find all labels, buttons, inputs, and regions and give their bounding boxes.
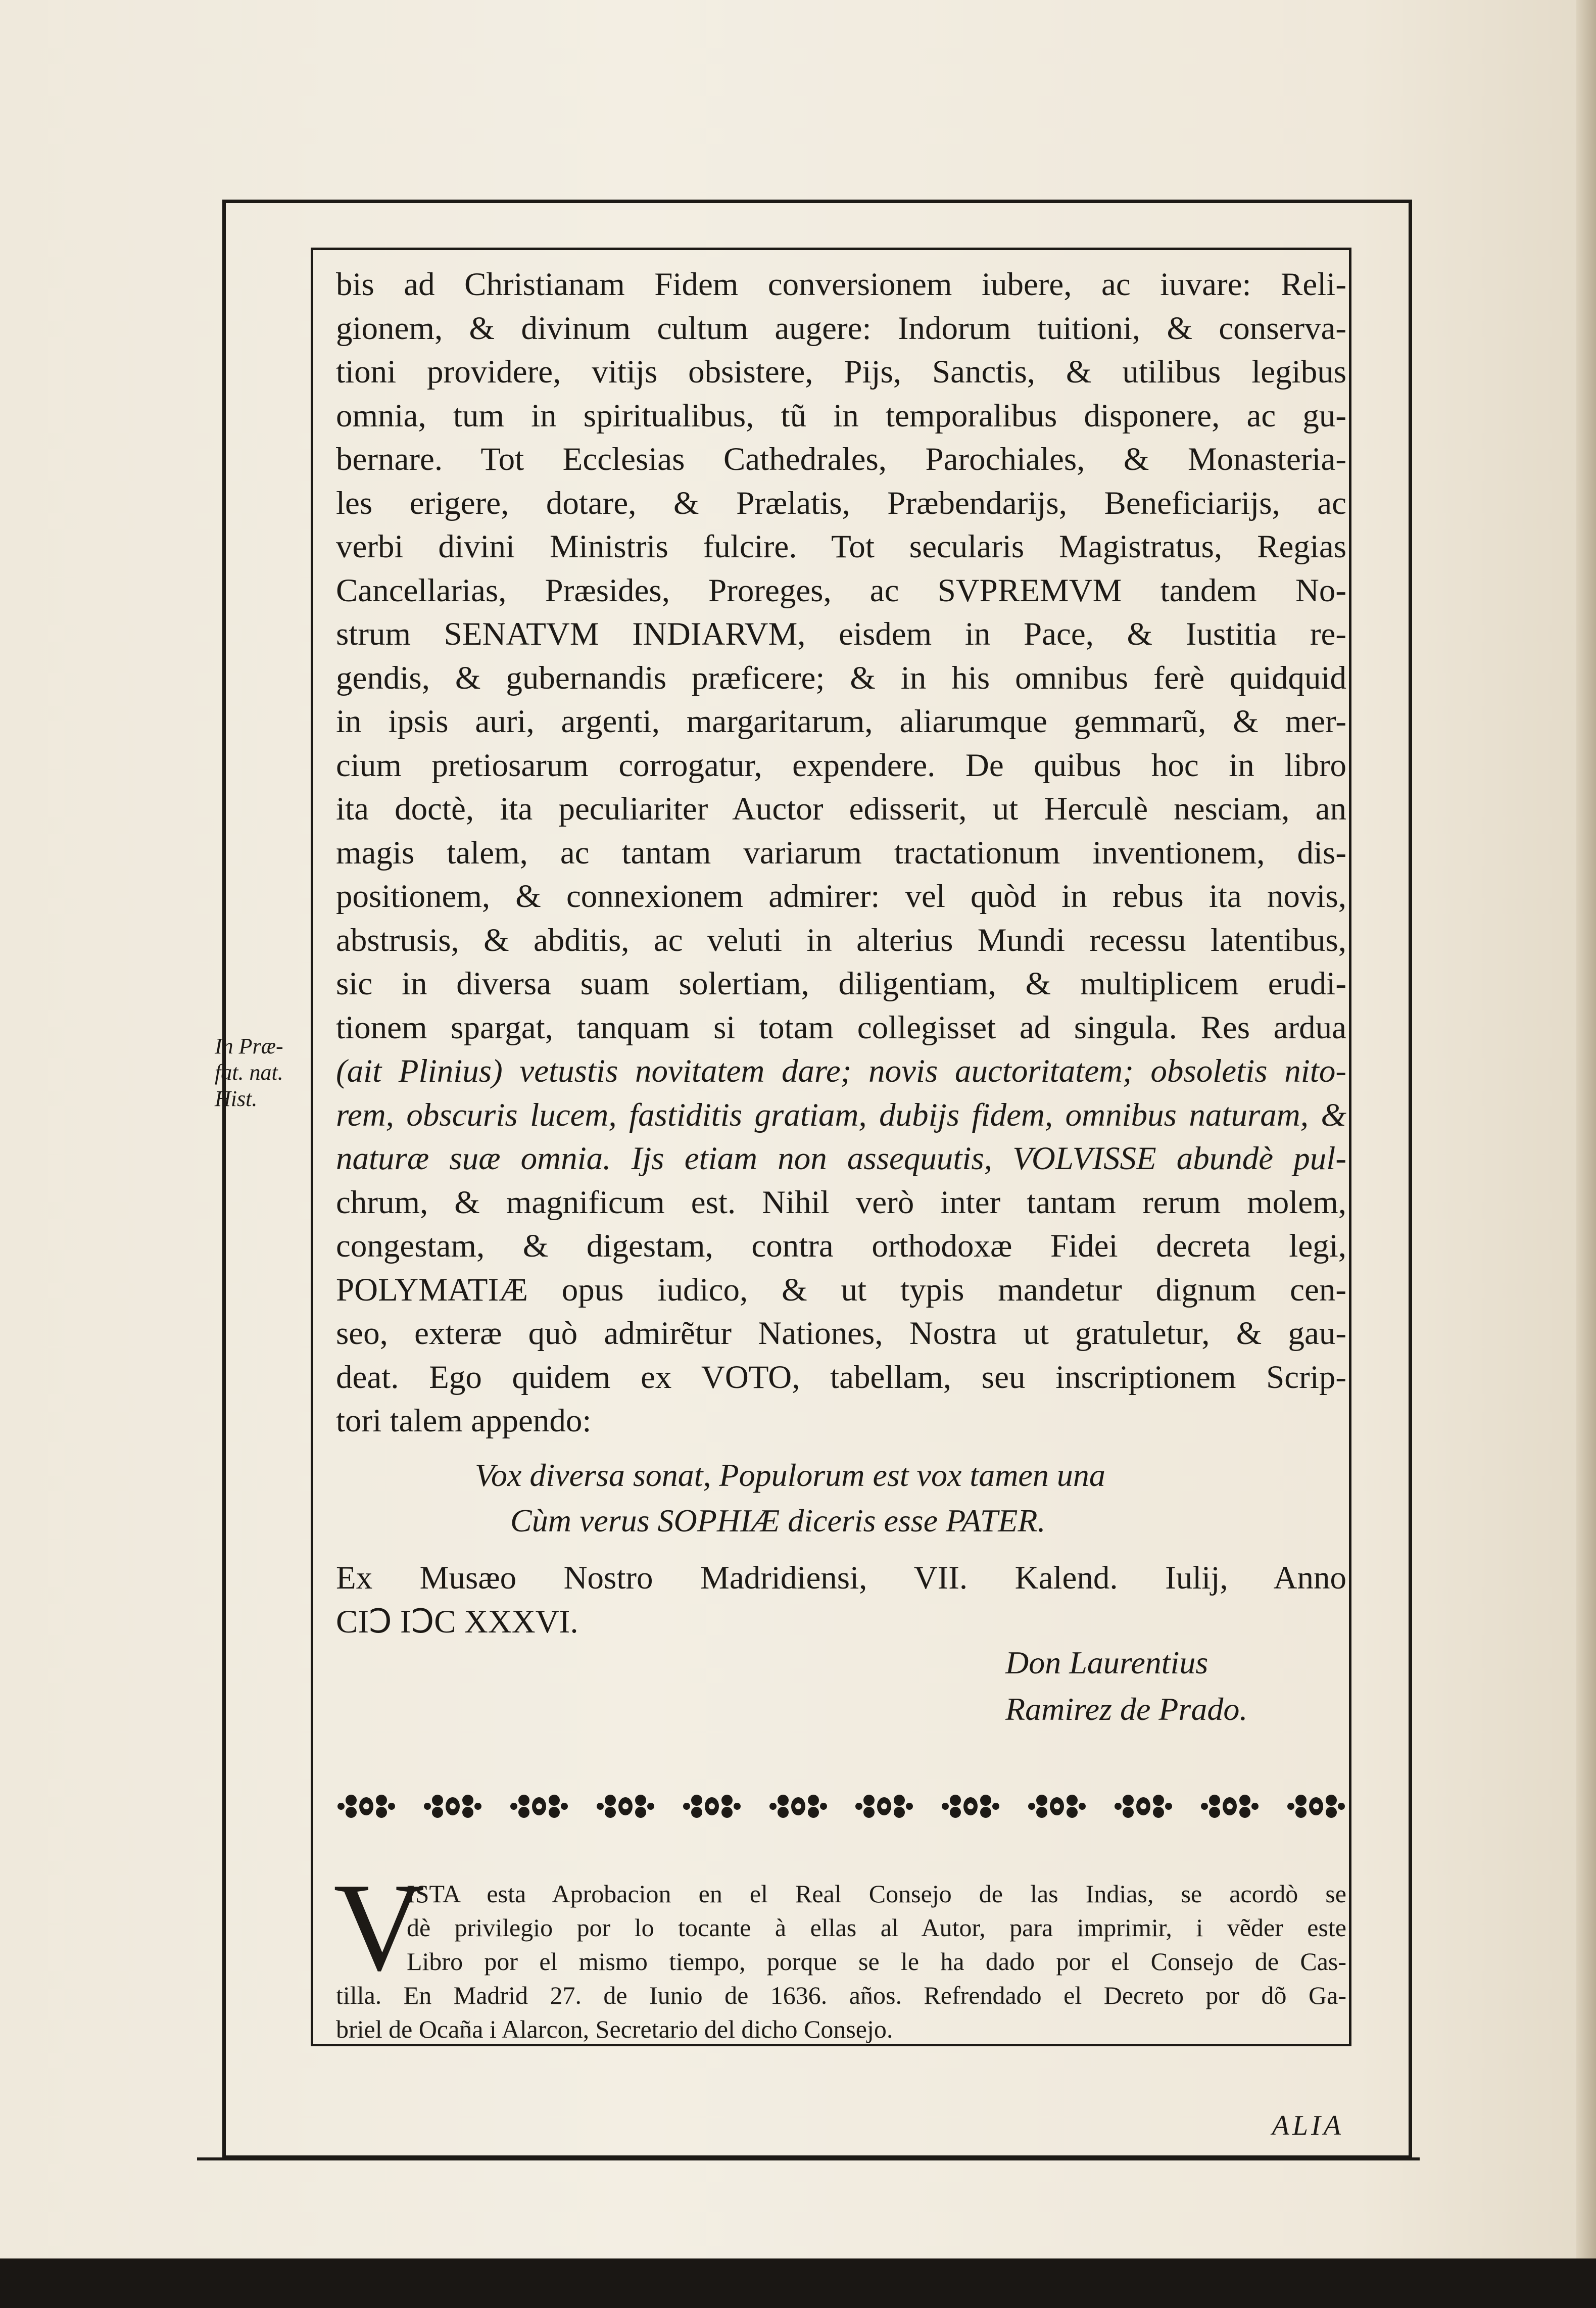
verse-line: Cùm verus SOPHIÆ diceris esse PATER. — [510, 1503, 1046, 1538]
text-line: seo, exteræ quò admirẽtur Nationes, Nostra ut gratuletur, & gau- — [336, 1315, 1346, 1352]
margin-note-line: In Præ- — [215, 1034, 283, 1059]
fleuron-ornament — [1199, 1791, 1260, 1821]
scan-background — [0, 2258, 1596, 2308]
text-line: abstrusis, & abditis, ac veluti in alterius Mundi recessu latentibus, — [336, 922, 1346, 958]
text-line: tori talem appendo: — [336, 1403, 592, 1439]
dateline-line: CIↃ IↃC XXXVI. — [336, 1603, 578, 1640]
text-line: les erigere, dotare, & Prælatis, Præbendarijs, Beneficiarijs, ac — [336, 485, 1346, 521]
decree-line: dè privilegio por lo tocante à ellas al Autor, para imprimir, i vẽder este — [407, 1913, 1346, 1942]
text-line-italic: naturæ suæ omnia. Ijs etiam non assequutis, VOLVISSE abundè pul- — [336, 1140, 1346, 1177]
text-line: magis talem, ac tantam variarum tractationum inventionem, dis- — [336, 834, 1346, 871]
text-line: bis ad Christianam Fidem conversionem iubere, ac iuvare: Reli- — [336, 266, 1346, 303]
text-line: deat. Ego quidem ex VOTO, tabellam, seu inscriptionem Scrip- — [336, 1359, 1346, 1396]
page-gutter — [1576, 0, 1596, 2258]
fleuron-ornament — [509, 1791, 569, 1821]
catchword: ALIA — [1272, 2110, 1344, 2141]
fleuron-ornament — [422, 1791, 483, 1821]
text-line: tionem spargat, tanquam si totam collegisset ad singula. Res ardua — [336, 1009, 1346, 1046]
decree-line: ISTA esta Aprobacion en el Real Consejo de las Indias, se acordò se — [407, 1880, 1346, 1908]
text-line: in ipsis auri, argenti, margaritarum, aliarumque gemmarũ, & mer- — [336, 703, 1346, 740]
verse-line: Vox diversa sonat, Populorum est vox tamen una — [475, 1457, 1105, 1493]
fleuron-ornament — [1113, 1791, 1174, 1821]
text-line: cium pretiosarum corrogatur, expendere. De quibus hoc in libro — [336, 747, 1346, 784]
text-line: verbi divini Ministris fulcire. Tot secularis Magistratus, Regias — [336, 528, 1346, 565]
text-line: ita doctè, ita peculiariter Auctor edisserit, ut Herculè nesciam, an — [336, 791, 1346, 827]
drop-cap-initial: V — [333, 1857, 425, 1997]
text-line: strum SENATVM INDIARVM, eisdem in Pace, & Iustitia re- — [336, 616, 1346, 652]
text-line: tioni providere, vitijs obsistere, Pijs, Sanctis, & utilibus legibus — [336, 354, 1346, 390]
dateline-line: Ex Musæo Nostro Madridiensi, VII. Kalend. Iulij, Anno — [336, 1560, 1346, 1596]
text-line-italic: (ait Plinius) vetustis novitatem dare; novis auctoritatem; obsoletis nito- — [336, 1053, 1346, 1089]
bottom-rule — [197, 2157, 1420, 2160]
approbation-text — [336, 263, 1346, 1443]
fleuron-ornament — [1027, 1791, 1087, 1821]
text-line: congestam, & digestam, contra orthodoxæ Fidei decreta legi, — [336, 1228, 1346, 1264]
fleuron-ornament — [595, 1791, 656, 1821]
privilege-decree — [336, 1877, 1346, 2046]
fleuron-ornament — [682, 1791, 742, 1821]
margin-note-line: Hist. — [215, 1086, 258, 1111]
signature-line: Don Laurentius — [1005, 1645, 1208, 1680]
decree-line: briel de Ocaña i Alarcon, Secretario del dicho Consejo. — [336, 2015, 893, 2043]
signature-line: Ramirez de Prado. — [1005, 1691, 1248, 1727]
text-line-italic: rem, obscuris lucem, fastiditis gratiam, dubijs fidem, omnibus naturam, & — [336, 1096, 1346, 1133]
signature — [1005, 1640, 1359, 1733]
text-line: bernare. Tot Ecclesias Cathedrales, Parochiales, & Monasteria- — [336, 441, 1346, 477]
text-line: gendis, & gubernandis præficere; & in his omnibus ferè quidquid — [336, 659, 1346, 696]
printer-ornament-row — [336, 1784, 1346, 1829]
margin-note-line: fat. nat. — [215, 1060, 283, 1085]
text-line: gionem, & divinum cultum augere: Indorum tuitioni, & conserva- — [336, 310, 1346, 347]
fleuron-ornament — [336, 1791, 397, 1821]
text-line: Cancellarias, Præsides, Proreges, ac SVPREMVM tandem No- — [336, 572, 1346, 609]
text-line: chrum, & magnificum est. Nihil verò inter tantam rerum molem, — [336, 1184, 1346, 1221]
text-line: POLYMATIÆ opus iudico, & ut typis mandetur dignum cen- — [336, 1271, 1346, 1308]
margin-note — [215, 1033, 316, 1112]
fleuron-ornament — [940, 1791, 1001, 1821]
dateline — [336, 1556, 1346, 1644]
verse-inscription — [475, 1453, 1233, 1544]
text-line: omnia, tum in spiritualibus, tũ in temporalibus disponere, ac gu- — [336, 397, 1346, 434]
fleuron-ornament — [1286, 1791, 1346, 1821]
text-line: positionem, & connexionem admirer: vel quòd in rebus ita novis, — [336, 878, 1346, 915]
fleuron-ornament — [854, 1791, 914, 1821]
decree-line: tilla. En Madrid 27. de Iunio de 1636. años. Refrendado el Decreto por dõ Ga- — [336, 1981, 1346, 2009]
text-line: sic in diversa suam solertiam, diligentiam, & multiplicem erudi- — [336, 966, 1346, 1002]
decree-line: Libro por el mismo tiempo, porque se le ha dado por el Consejo de Cas- — [407, 1947, 1346, 1976]
fleuron-ornament — [768, 1791, 829, 1821]
